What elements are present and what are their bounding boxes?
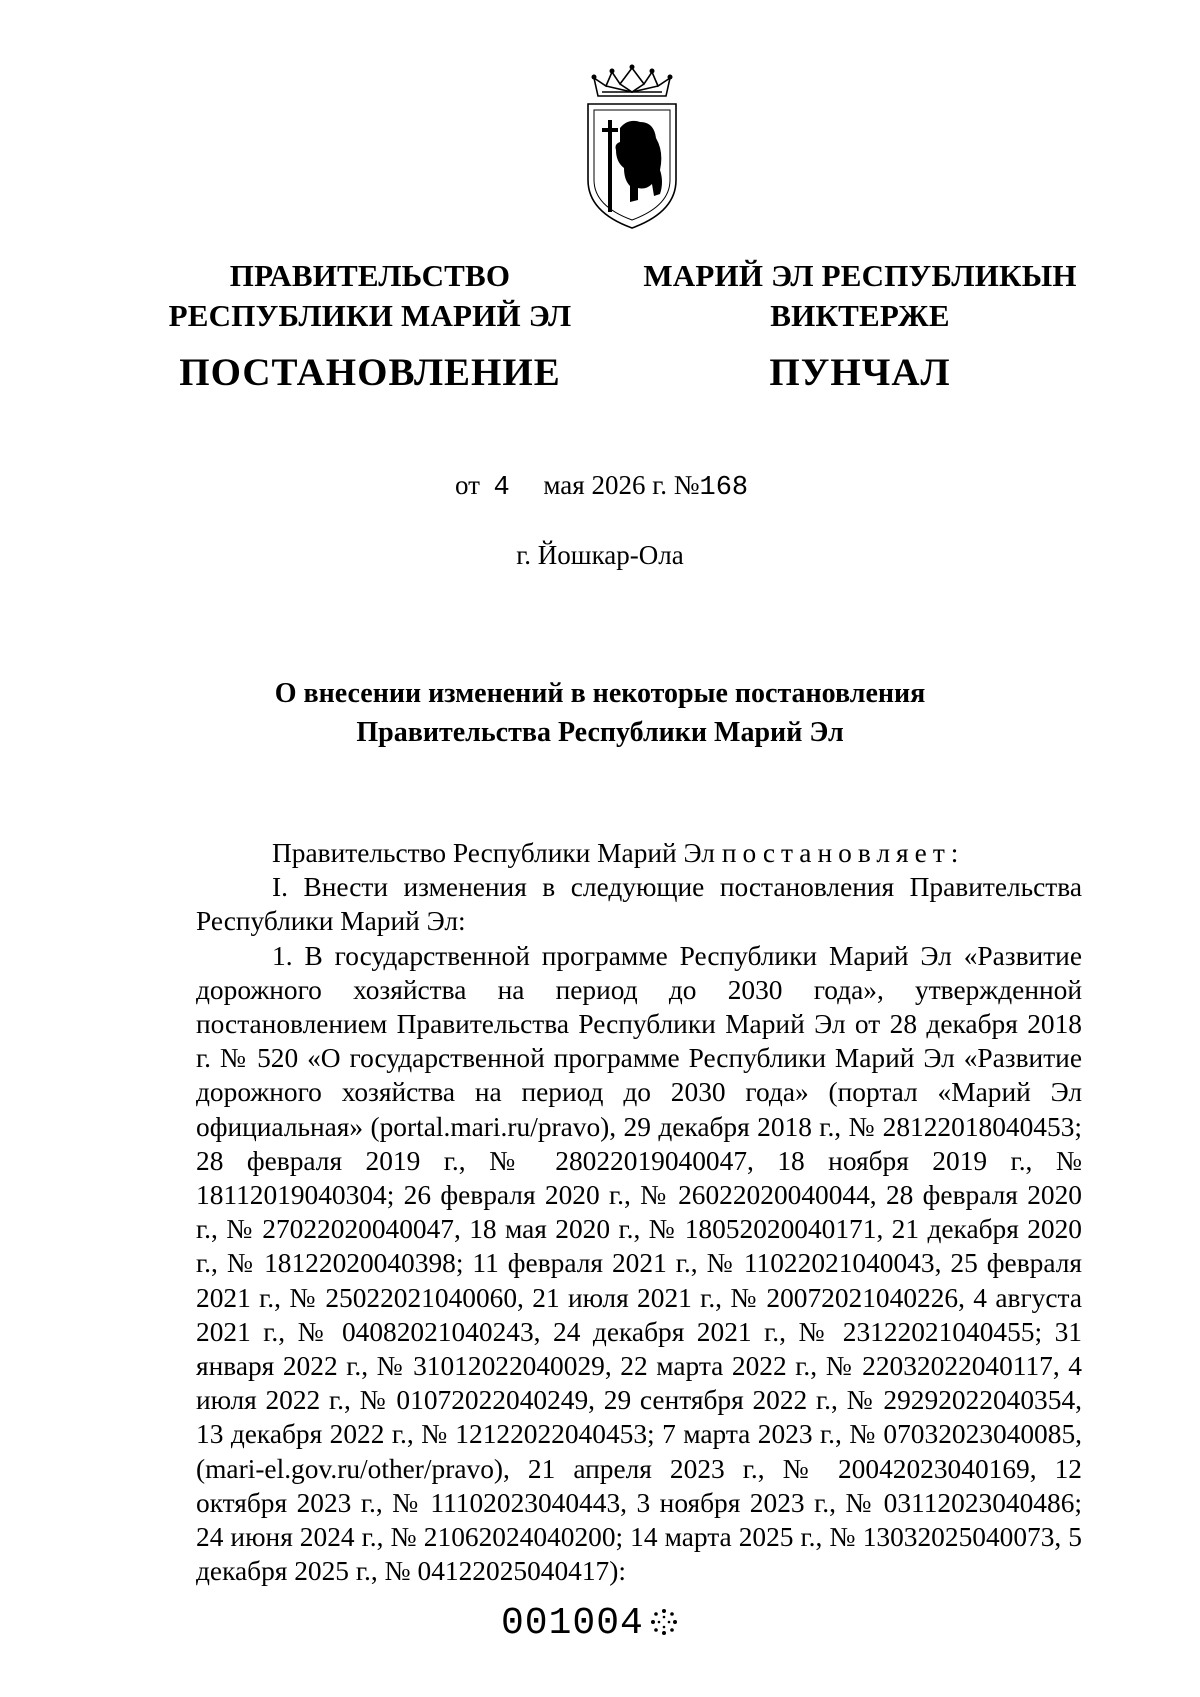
intro-paragraph	[196, 836, 1082, 870]
header-right	[640, 256, 1080, 396]
header-left-line2: РЕСПУБЛИКИ МАРИЙ ЭЛ	[168, 298, 572, 333]
section-i-paragraph: I. Внести изменения в следующие постановления Правительства Республики Марий Эл:	[196, 872, 1082, 937]
date-month-year: мая 2026 г. №	[543, 470, 700, 500]
header-left-doc-type: ПОСТАНОВЛЕНИЕ	[179, 351, 561, 394]
subject-line1: О внесении изменений в некоторые постановления	[274, 678, 926, 709]
date-day: 4	[493, 473, 510, 503]
city: г. Йошкар-Ола	[516, 540, 684, 570]
item-1-paragraph: 1. В государственной программе Республики Марий Эл «Развитие дорожного хозяйства на период до 2030 года», утвержденной постановлением Правительства Республики Марий Эл от 28 декабря 2018 г. № 520 «О государственной программе Республики Марий Эл «Развитие дорожного хозяйства на период до 2030 года» (портал «Марий Эл официальная» (portal.mari.ru/pravo), 29 декабря 2018 г., № 28122018040453; 28 февраля 2019 г., № 28022019040047, 18 ноября 2019 г., № 18112019040304; 26 февраля 2020 г., № 26022020040044, 28 февраля 2020 г., № 27022020040047, 18 мая 2020 г., № 18052020040171, 21 декабря 2020 г., № 18122020040398; 11 февраля 2021 г., № 11022021040043, 25 февраля 2021 г., № 25022021040060, 21 июля 2021 г., № 20072021040226, 4 августа 2021 г., № 04082021040243, 24 декабря 2021 г., № 23122021040455; 31 января 2022 г., № 31012022040029, 22 марта 2022 г., № 22032022040117, 4 июля 2022 г., № 01072022040249, 29 сентября 2022 г., № 29292022040354, 13 декабря 2022 г., № 12122022040453; 7 марта 2023 г., № 07032023040085, (mari-el.gov.ru/other/pravo), 21 апреля 2023 г., № 20042023040169, 12 октября 2023 г., № 11102023040443, 3 ноября 2023 г., № 03112023040486; 24 июня 2024 г., № 21062024040200; 14 марта 2025 г., № 13032025040073, 5 декабря 2025 г., № 04122025040417):	[196, 940, 1082, 1587]
dotted-star-icon	[650, 1608, 678, 1636]
coat-of-arms-icon	[580, 62, 684, 232]
header-right-doc-type: ПУНЧАЛ	[769, 351, 951, 394]
subject-line2: Правительства Республики Марий Эл	[356, 717, 844, 748]
header-right-line1: МАРИЙ ЭЛ РЕСПУБЛИКЫН	[643, 258, 1077, 293]
header-left	[160, 256, 580, 396]
intro-resolves: постановляет:	[721, 838, 965, 868]
header-right-line2: ВИКТЕРЖЕ	[770, 298, 950, 333]
document-subject	[0, 674, 1200, 752]
intro-main: Правительство Республики Марий Эл	[272, 838, 715, 868]
document-number: 168	[699, 473, 749, 503]
document-body	[196, 836, 1082, 1588]
serial-number: 001004	[501, 1602, 644, 1645]
header-left-line1: ПРАВИТЕЛЬСТВО	[229, 258, 511, 293]
date-line	[455, 470, 748, 503]
date-prefix: от	[455, 470, 480, 500]
